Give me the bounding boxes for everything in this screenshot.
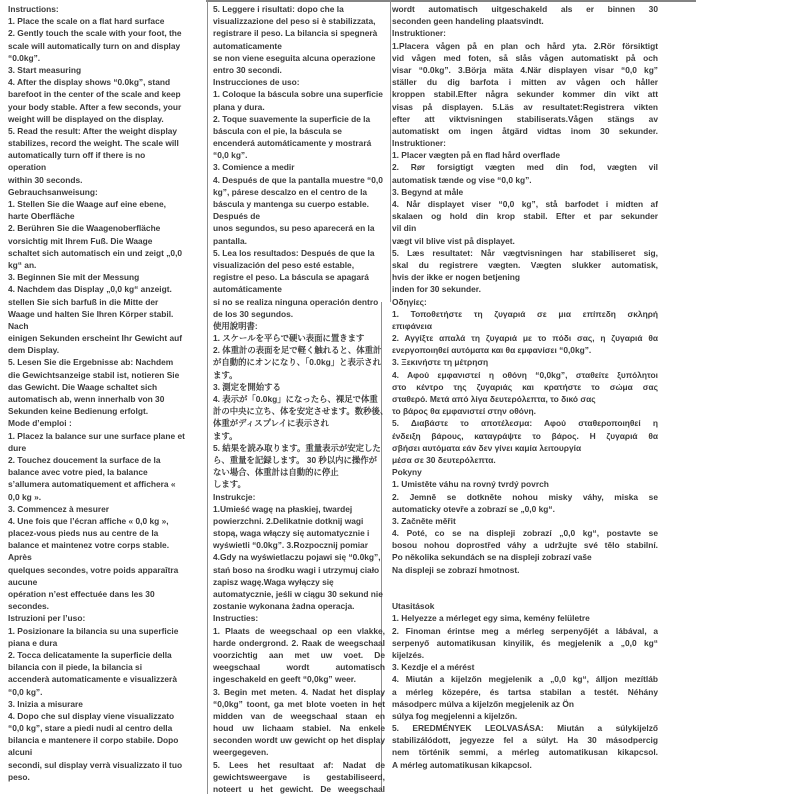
text-line: Después de [213, 211, 261, 222]
column-divider-1 [207, 0, 208, 794]
text-line: automatisch ab, wenn innerhalb von 30 [8, 394, 165, 404]
text-line: quelques secondes, votre poids apparaîtra [8, 564, 179, 575]
text-line: kijelzés. [392, 649, 425, 660]
text-line: 2. Rør forsigtigt vægten med din fod, vægten vil [392, 162, 658, 173]
text-line: 3. Ξεκινήστε τη μέτρηση [392, 357, 489, 368]
text-line: 5. EREDMÉNYEK LEOLVASÁSA: Miután a súlykijelző [392, 723, 658, 734]
text-line: 4. Une fois que l’écran affiche « 0,0 kg », [8, 515, 169, 526]
text-line: 4. Dopo che sul display viene visualizzato [8, 710, 175, 721]
text-line: weergegeven. [213, 747, 269, 758]
text-line: registre el peso. La báscula se apagará [213, 272, 369, 283]
text-line: 計の中央に立ち、体を安定させます。数秒後、 [213, 406, 389, 417]
text-line: 4.Gdy na wyświetlaczu pojawi się “0.0kg”, [213, 552, 381, 563]
text-line: pantalla. [213, 235, 247, 246]
text-line: accenderà automaticamente e visualizzerà [8, 674, 177, 685]
text-line: scale will automatically turn on and display [8, 40, 181, 51]
text-line: Istruzioni per l’uso: [8, 613, 86, 624]
text-line: die Gewichtsanzeige stabil ist, notieren Sie [8, 369, 180, 380]
text-line: gewichtsweergave is gestabiliseerd, [213, 771, 385, 782]
text-line: barefoot in the center of the scale and keep [8, 89, 181, 100]
text-line: 3. Begynd at måle [392, 186, 464, 197]
text-line: Instruktioner: [392, 138, 446, 149]
text-line: Instrucciones de uso: [213, 77, 300, 88]
text-line: encenderá automáticamente y mostrará [213, 138, 372, 149]
text-line: se non viene eseguita alcuna operazione [213, 52, 376, 63]
text-line: 4. Når displayet viser “0,0 kg”, stå barfodet i midten af [392, 199, 658, 209]
text-line: das Gewicht. Die Waage schaltet sich [8, 381, 158, 392]
text-line: Na displeji se zobrazí hmotnost. [392, 564, 520, 575]
text-line: 1.Placera vågen på en plan och hård yta. 2.Rör försiktigt [392, 40, 658, 51]
text-line: 0,0 kg ». [8, 491, 42, 502]
text-line: 3. Start measuring [8, 64, 82, 75]
text-line: súlya fog megjelenni a kijelzőn. [392, 710, 518, 721]
text-line: nem történik semmi, a mérleg automatikusan kikapcsol. [392, 747, 658, 758]
text-line: Instructies: [213, 613, 259, 624]
text-line: 1. Placez la balance sur une surface plane et [8, 430, 185, 441]
text-line: plana y dura. [213, 101, 265, 112]
text-line: balance avec votre pied, la balance [8, 467, 148, 478]
text-line: が自動的にオンになり、「0.0kg」と表示され [213, 357, 381, 368]
text-line: powierzchni. 2.Delikatnie dotknij wagi [213, 515, 364, 526]
text-line: 2. 体重計の表面を足で軽く触れると、体重計 [213, 345, 382, 356]
text-line: unos segundos, su peso aparecerá en la [213, 223, 375, 234]
text-line: 5. Læs resultatet: Når vægtvisningen har stabiliseret sig, [392, 247, 658, 258]
text-line: 1. Coloque la báscula sobre una superficie [213, 89, 383, 100]
text-line: serpenyő automatikusan kinyilik, és megjelenik a „0,0 kg“ [392, 637, 658, 648]
text-line: voorzichtig aan met uw voet. De [213, 649, 385, 660]
text-line: ställer du dig barfota i mitten av vågen och håller [392, 77, 658, 88]
text-line: 3. Beginnen Sie mit der Messung [8, 272, 140, 283]
text-line: 1. Plaats de weegschaal op een vlakke, [213, 625, 385, 636]
text-line: 5. Διαβάστε το αποτέλεσμα: Αφού σταθεροποιηθεί η [392, 418, 658, 429]
text-line: skalaen og hold din krop stabil. Efter et par sekunder [392, 211, 658, 222]
text-line: vid vågen med foten, så slås vågen automatiskt på och [392, 52, 658, 63]
text-line: 5. Read the result: After the weight display [8, 125, 178, 136]
text-line: στο κέντρο της ζυγαριάς και κρατήστε το σώμα σας [392, 381, 658, 392]
text-line: visualizzazione del peso si è stabilizzata, [213, 16, 376, 27]
text-line: σβήσει αυτόματα εάν δεν γίνει καμία λειτουργία [392, 442, 582, 453]
text-line: stabilizálódott, jegyezze fel a súlyt. Ha 30 másodpercig [392, 735, 658, 746]
text-line: piana e dura [8, 637, 58, 648]
text-line: 1. Stellen Sie die Waage auf eine ebene, [8, 199, 166, 209]
text-line: ます。 [213, 430, 238, 441]
text-line: stopą, waga włączy się automatycznie i [213, 528, 370, 539]
text-line: automatisk tænde og vise “0,0 kg”. [392, 174, 532, 185]
text-line: peso. [8, 771, 30, 782]
text-line: Οδηγίες: [392, 296, 427, 307]
text-line: automáticamente [213, 284, 282, 295]
text-line: skal du registrere vægten. Vægten slukker automatisk, [392, 259, 658, 270]
text-line: registrare il peso. La bilancia si spegnerà [213, 28, 378, 39]
text-line: 4. Αφού εμφανιστεί η οθόνη “0,0kg”, σταθείτε ξυπόλητοι [392, 369, 658, 380]
text-line: entro 30 secondi. [213, 64, 282, 75]
text-line: secondi, sul display verrà visualizzato il tuo [8, 759, 183, 770]
text-line: 4. Nachdem das Display „0,0 kg“ anzeigt. [8, 284, 172, 295]
text-line: ingeschakeld en geeft “0,0kg” weer. [213, 674, 356, 685]
text-line: “0,0 kg”. [8, 686, 43, 697]
text-line: balance et maintenez votre corps stable. [8, 540, 170, 551]
column-dutch-swedish-danish-greek-czech-hungarian [392, 3, 658, 771]
text-line: Nach [8, 320, 29, 331]
text-line: stellen Sie sich barfuß in die Mitte der [8, 296, 159, 307]
text-line: します。 [213, 479, 246, 490]
text-line: opération n’est effectuée dans les 30 [8, 589, 155, 599]
text-line: automaticky otevře a zobrazí se „0,0 kg“. [392, 503, 555, 514]
text-line: 3. Commencez à mesurer [8, 503, 110, 514]
text-line: 3. Comience a medir [213, 162, 295, 173]
column-italian-spanish-japanese-polish-dutch [213, 3, 389, 795]
text-line: 5. Lees het resultaat af: Nadat de [213, 759, 385, 770]
text-line: harte Oberfläche [8, 211, 75, 222]
text-line: 4. 表示が「0.0kg」になったら、裸足で体重 [213, 394, 378, 404]
text-line: 2. Αγγίξτε απαλά τη ζυγαριά με το πόδι σας, η ζυγαριά θα [392, 333, 658, 344]
text-line: 4. Poté, co se na displeji zobrazí „0,0 kg“, postavte se [392, 528, 658, 539]
text-line: 1. Τοποθετήστε τη ζυγαριά σε μια επίπεδη σκληρή [392, 308, 658, 319]
text-line: kg“ an. [8, 259, 37, 270]
text-line: 3. Begin met meten. 4. Nadat het display [213, 686, 385, 697]
text-line: báscula con el pie, la báscula se [213, 125, 342, 136]
text-line: báscula y mantenga su cuerpo estable. [213, 199, 369, 209]
text-line: bilancia e mantenere il corpo stabile. Dopo [8, 735, 179, 746]
text-line: 2. Jemně se dotkněte nohou misky váhy, miska se [392, 491, 658, 502]
text-line: 5. 結果を読み取ります。重量表示が安定した [213, 442, 381, 453]
text-line: visualización del peso esté estable, [213, 259, 355, 270]
text-line: 2. Tocca delicatamente la superficie della [8, 649, 172, 660]
text-line: 1. スケールを平らで硬い表面に置きます [213, 333, 365, 344]
top-border-line [206, 0, 696, 2]
text-line: ない場合、体重計は自動的に停止 [213, 467, 339, 478]
text-line: Gebrauchsanweisung: [8, 186, 98, 197]
text-line: Instruktioner: [392, 28, 446, 39]
text-line: noteert u het gewicht. De weegschaal [213, 784, 385, 794]
text-line: 3. Začněte měřit [392, 515, 456, 526]
text-line: wordt automatisch uitgeschakeld als er binnen 30 [392, 4, 658, 14]
text-line: s’allumera automatiquement et affichera « [8, 479, 176, 490]
text-line: visas på displayen. 5.Läs av resultatet:Registrera vikten [392, 101, 658, 112]
text-line: “0.0kg”. [8, 52, 41, 63]
text-line: επιφάνεια [392, 320, 432, 331]
text-line: weegschaal wordt automatisch [213, 662, 385, 673]
text-line: automatically turn off if there is no [8, 150, 146, 161]
text-line: 5. Lea los resultados: Después de que la [213, 247, 375, 258]
text-line: midden van de weegschaal staan en [213, 710, 385, 721]
text-line: automaticamente [213, 40, 282, 51]
text-line: kg”, párese descalzo en el centro de la [213, 186, 368, 197]
text-line: 2. Gently touch the scale with your foot, the [8, 28, 182, 39]
text-line: automatiskt om ingen åtgärd vidtas inom 30 sekunder. [392, 125, 658, 136]
text-line: 使用說明書: [213, 320, 258, 331]
text-line: dure [8, 442, 27, 453]
text-line: si no se realiza ninguna operación dentro [213, 296, 379, 307]
text-line: aucune [8, 576, 38, 587]
text-line: ενεργοποιηθεί αυτόματα και θα εμφανίσει “0,0kg”. [392, 345, 592, 356]
text-line: bosou nohou doprostřed váhy a udržujte své tělo stabilní. [392, 540, 658, 551]
text-line: Après [8, 552, 32, 563]
text-line: harde ondergrond. 2. Raak de weegschaal [213, 637, 385, 648]
text-line: 1. Placer vægten på en flad hård overflade [392, 150, 561, 161]
text-line: “0,0 kg”, stare a piedi nudi al centro della [8, 723, 173, 734]
text-line: Mode d’emploi : [8, 418, 72, 429]
text-line: 2. Touchez doucement la surface de la [8, 454, 161, 465]
text-line: hvis der ikke er nogen betjening [392, 272, 520, 283]
text-line: 3. Inizia a misurare [8, 698, 83, 709]
text-line: 2. Finoman érintse meg a mérleg serpenyőjét a lábával, a [392, 625, 658, 636]
text-line: Sekunden keine Bedienung erfolgt. [8, 406, 149, 417]
text-line: stań boso na środku wagi i utrzymuj ciało [213, 564, 380, 575]
text-line: Utasitások [392, 601, 435, 612]
text-line: de los 30 segundos. [213, 308, 294, 319]
text-line: placez-vous pieds nus au centre de la [8, 528, 159, 539]
text-line: A mérleg automatikusan kikapcsol. [392, 759, 532, 770]
text-line: 3. Kezdje el a mérést [392, 662, 475, 673]
text-line: “0,0 kg”. [213, 150, 248, 161]
text-line: seconden wordt uw gewicht op het display [213, 735, 385, 746]
text-line: schaltet sich automatisch ein und zeigt „0,0 [8, 247, 183, 258]
text-line: Pokyny [392, 467, 422, 478]
text-line: 2. Toque suavemente la superficie de la [213, 113, 371, 124]
text-line: alcuni [8, 747, 33, 758]
text-line: Po několika sekundách se na displeji zobrazí vaše [392, 552, 592, 563]
text-line: secondes. [8, 601, 49, 612]
text-line: stabilizes, record the weight. The scale will [8, 138, 179, 149]
text-line: automatycznie, jeśli w ciągu 30 sekund nie [213, 589, 383, 599]
text-line [392, 588, 658, 600]
text-line: μέσα σε 30 δευτερόλεπτα. [392, 454, 496, 465]
text-line: visar “0.0kg”. 3.Börja mäta 4.När displayen visar “0,0 kg” [392, 64, 658, 75]
text-line: 4. Miután a kijelzőn megjelenik a „0,0 kg“, álljon mezítláb [392, 674, 658, 685]
text-line: 4. After the display shows “0.0kg”, stand [8, 77, 171, 88]
text-line: 5. Leggere i risultati: dopo che la [213, 4, 344, 14]
text-line: zapisz wagę.Waga wyłączy się [213, 576, 334, 587]
text-line: ます。 [213, 369, 238, 380]
text-line: wyświetli “0.0kg”. 3.Rozpocznij pomiar [213, 540, 368, 551]
text-line: inden for 30 sekunder. [392, 284, 481, 295]
text-line: a mérleg közepére, és tartsa stabilan a testét. Néhány [392, 686, 658, 697]
text-line: το βάρος θα εμφανιστεί στην οθόνη. [392, 406, 536, 417]
text-line: másodperc múlva a kijelzőn megjelenik az Ön [392, 698, 574, 709]
text-line: operation [8, 162, 47, 173]
column-english-german-french-italian [8, 3, 205, 783]
text-line: 体重がディスプレイに表示され [213, 418, 329, 429]
text-line: 1. Umistěte váhu na rovný tvrdý povrch [392, 479, 549, 490]
text-line: weight will be displayed on the display. [8, 113, 164, 124]
text-line: within 30 seconds. [8, 174, 83, 185]
text-line [392, 576, 658, 588]
text-line: Waage und halten Sie Ihren Körper stabil. [8, 308, 174, 319]
text-line: vil din [392, 223, 417, 234]
text-line: kroppen stabil.Efter några sekunder kommer din vikt att [392, 89, 658, 100]
text-line: 1. Place the scale on a flat hard surface [8, 16, 165, 27]
text-line: 4. Después de que la pantalla muestre “0,0 [213, 174, 383, 185]
text-line: 3. 測定を開始する [213, 381, 281, 392]
text-line: Instructions: [8, 4, 59, 14]
text-line: 1. Posizionare la bilancia su una superficie [8, 625, 179, 636]
text-line: Instrukcje: [213, 491, 256, 502]
text-line: einigen Sekunden erscheint Ihr Gewicht auf [8, 333, 183, 344]
text-line: zostanie wykonana żadna operacja. [213, 601, 355, 612]
text-line: efter att viktvisningen stabiliserats.Vågen stängs av [392, 113, 658, 124]
text-line: seconden geen handeling plaatsvindt. [392, 16, 544, 27]
text-line: ένδειξη βάρους, καταγράψτε το βάρος. Η ζυγαριά θα [392, 430, 658, 441]
text-line: 1. Helyezze a mérleget egy sima, kemény felületre [392, 613, 590, 624]
text-line: houd uw lichaam stabiel. Na enkele [213, 723, 385, 734]
text-line: 5. Lesen Sie die Ergebnisse ab: Nachdem [8, 357, 174, 368]
text-line: ら、重量を記録します。 30 秒以内に操作が [213, 454, 378, 465]
text-line: dem Display. [8, 345, 60, 356]
text-line: “0,0kg” toont, ga met blote voeten in het [213, 698, 385, 709]
text-line: bilancia con il piede, la bilancia si [8, 662, 143, 673]
text-line: vægt vil blive vist på displayet. [392, 235, 515, 246]
text-line: your body stable. After a few seconds, your [8, 101, 182, 112]
text-line: σταθερό. Μετά από λίγα δευτερόλεπτα, το δικό σας [392, 394, 596, 404]
text-line: 1.Umieść wagę na płaskiej, twardej [213, 503, 353, 514]
text-line: vorsichtig mit Ihrem Fuß. Die Waage [8, 235, 153, 246]
text-line: 2. Berühren Sie die Waagenoberfläche [8, 223, 161, 234]
column-divider-2-upper [390, 0, 391, 302]
